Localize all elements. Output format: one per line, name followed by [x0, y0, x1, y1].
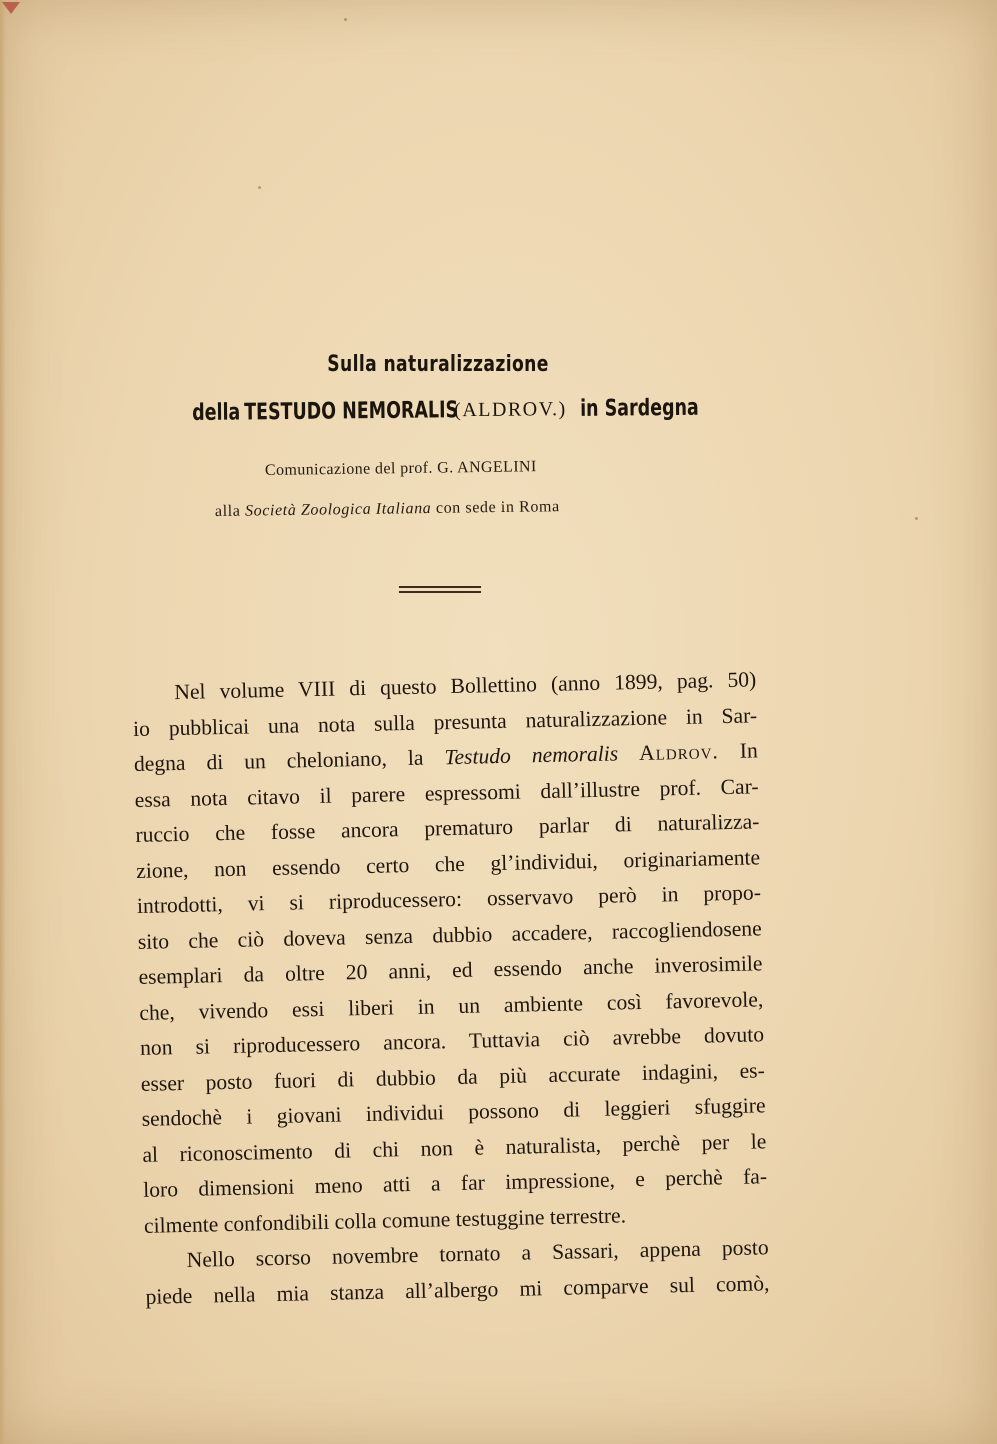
body-line-4: essa nota citavo il parere espressomi dall’illustre prof. Car-: [134, 773, 759, 812]
society-prefix: alla: [214, 502, 241, 520]
body-line-11: non si riproducessero ancora. Tuttavia ciò avrebbe dovuto: [139, 1022, 765, 1060]
society-line: [215, 498, 560, 521]
body-line-12: esser posto fuori di dubbio da più accurate indagini, es-: [140, 1057, 766, 1096]
body-line-10: che, vivendo essi liberi in un ambiente così favorevole,: [139, 986, 764, 1025]
page-edge-shadow: [0, 0, 6, 1444]
body-line-5: ruccio che fosse ancora prematuro parlar di naturalizza-: [135, 809, 760, 847]
society-name: Società Zoologica Italiana: [244, 499, 432, 520]
title-location: in Sardegna: [579, 394, 699, 422]
body-line-17: Nello scorso novembre tornato a Sassari, appena posto: [186, 1235, 769, 1272]
title-word-della: della: [192, 399, 241, 426]
society-suffix: con sede in Roma: [435, 498, 560, 517]
body-line-9: esemplari da oltre 20 anni, ed essendo anche inverosimile: [138, 951, 763, 989]
body-line-7: introdotti, vi si riproducessero: osservavo però in propo-: [136, 880, 762, 918]
paper-speck: [258, 186, 261, 189]
article-title-line-1: Sulla naturalizzazione: [327, 352, 549, 377]
paper-speck: [915, 517, 918, 520]
body-line-8: sito che ciò doveva senza dubbio accadere, raccogliendosene: [137, 915, 762, 954]
double-rule-divider: [399, 586, 481, 593]
body-line-1: Nel volume VIII di questo Bollettino (anno 1899, pag. 50): [174, 667, 757, 705]
body-line-16: cilmente confondibili colla comune testuggine terrestre.: [143, 1202, 627, 1238]
paper-speck: [344, 18, 347, 21]
species-italic: Testudo nemoralis: [444, 741, 619, 770]
body-line-2: io pubblicai una nota sulla presunta naturalizzazione in Sar-: [132, 702, 758, 741]
article-body: [132, 662, 770, 1314]
title-authority: (ALDROV.): [454, 398, 567, 422]
body-line-3: degna di un cheloniano, la Testudo nemoralis Aldrov. In: [133, 738, 759, 776]
title-species-name: TESTUDO NEMORALIS: [243, 397, 459, 426]
body-line-6: zione, non essendo certo che gl’individui, originariamente: [135, 844, 761, 883]
byline: Comunicazione del prof. G. ANGELINI: [264, 458, 537, 479]
authority-smallcaps: Aldrov.: [638, 739, 720, 765]
body-line-18: piede nella mia stanza all’albergo mi comparve sul comò,: [145, 1270, 770, 1309]
corner-mark: [2, 2, 20, 14]
body-line-13: sendochè i giovani individui possono di leggieri sfuggire: [141, 1093, 766, 1131]
body-line-15: loro dimensioni meno atti a far impressione, e perchè fa-: [142, 1164, 768, 1202]
body-line-14: al riconoscimento di chi non è naturalista, perchè per le: [142, 1128, 767, 1167]
